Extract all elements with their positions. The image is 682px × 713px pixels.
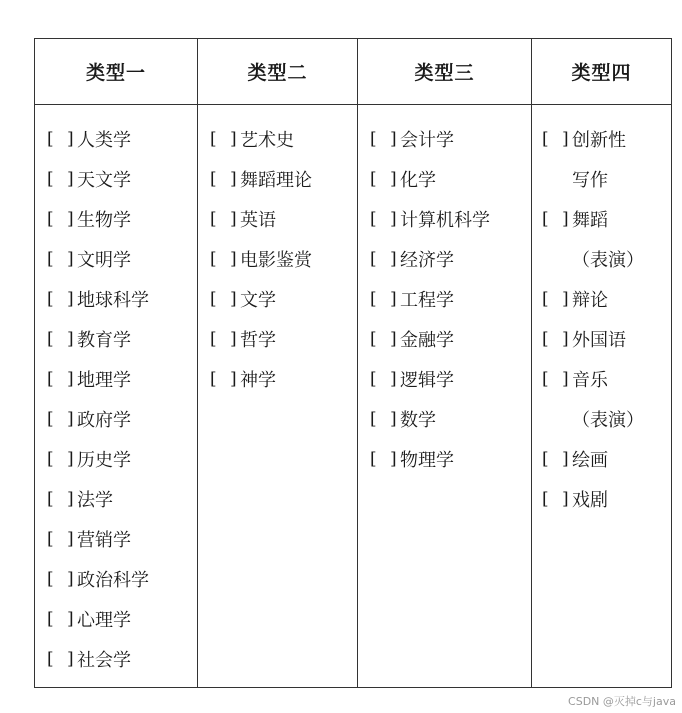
- subject-label: 政府学: [77, 410, 131, 431]
- column-header: 类型三: [358, 39, 531, 105]
- subject-item: [532, 439, 671, 479]
- subject-label: 物理学: [400, 450, 454, 471]
- checkbox-bracket[interactable]: [ ]: [370, 369, 401, 389]
- subject-item: [198, 159, 357, 199]
- checkbox-bracket[interactable]: [ ]: [370, 249, 401, 269]
- subject-label: 法学: [77, 490, 113, 511]
- column-header: 类型四: [532, 39, 671, 105]
- subject-label: 电影鉴赏: [240, 250, 312, 271]
- subject-item: [35, 639, 197, 679]
- subject-label: 天文学: [77, 170, 131, 191]
- subject-item: [358, 159, 531, 199]
- subject-label: 神学: [240, 370, 276, 391]
- watermark: CSDN @灭掉c与java: [568, 695, 676, 708]
- checkbox-bracket[interactable]: [ ]: [47, 369, 78, 389]
- subject-item: [35, 599, 197, 639]
- checkbox-bracket[interactable]: [ ]: [210, 289, 241, 309]
- subject-list: [358, 105, 531, 479]
- subject-item: [532, 199, 671, 239]
- column-header: 类型二: [198, 39, 357, 105]
- checkbox-bracket[interactable]: [ ]: [542, 369, 573, 389]
- subject-label: 营销学: [77, 530, 131, 551]
- subject-label-continuation: 写作: [572, 170, 608, 191]
- subject-item: [35, 159, 197, 199]
- subject-list: [198, 105, 357, 399]
- checkbox-bracket[interactable]: [ ]: [47, 409, 78, 429]
- subject-item: [35, 239, 197, 279]
- column-header: 类型一: [35, 39, 197, 105]
- subject-label: 地球科学: [77, 290, 149, 311]
- checkbox-bracket[interactable]: [ ]: [370, 289, 401, 309]
- subject-label: 工程学: [400, 290, 454, 311]
- subject-item: [35, 519, 197, 559]
- subject-label: 教育学: [77, 330, 131, 351]
- subject-label: 绘画: [572, 450, 608, 471]
- subject-label: 舞蹈: [572, 210, 608, 231]
- subject-item: [35, 199, 197, 239]
- subject-label: 经济学: [400, 250, 454, 271]
- subject-label: 心理学: [77, 610, 131, 631]
- subject-label: 英语: [240, 210, 276, 231]
- subject-item: [198, 239, 357, 279]
- checkbox-bracket[interactable]: [ ]: [542, 449, 573, 469]
- subject-list: [532, 105, 671, 519]
- subject-item: [198, 279, 357, 319]
- checkbox-bracket[interactable]: [ ]: [47, 609, 78, 629]
- subject-item: [198, 199, 357, 239]
- subject-label: 政治科学: [77, 570, 149, 591]
- subject-label: 金融学: [400, 330, 454, 351]
- checkbox-bracket[interactable]: [ ]: [47, 529, 78, 549]
- subject-label: 会计学: [400, 130, 454, 151]
- subject-item: [358, 399, 531, 439]
- subject-item: [358, 439, 531, 479]
- subject-label: 外国语: [572, 330, 626, 351]
- subject-label: 舞蹈理论: [240, 170, 312, 191]
- subject-item: [35, 559, 197, 599]
- subject-item: [532, 279, 671, 319]
- subject-item: [532, 119, 671, 159]
- subject-label-continuation: （表演）: [572, 410, 644, 431]
- checkbox-bracket[interactable]: [ ]: [210, 129, 241, 149]
- subject-item: [35, 399, 197, 439]
- column-type-1: [35, 39, 197, 687]
- subject-label: 人类学: [77, 130, 131, 151]
- checkbox-bracket[interactable]: [ ]: [47, 569, 78, 589]
- checkbox-bracket[interactable]: [ ]: [210, 329, 241, 349]
- checkbox-bracket[interactable]: [ ]: [47, 249, 78, 269]
- checkbox-bracket[interactable]: [ ]: [542, 129, 573, 149]
- checkbox-bracket[interactable]: [ ]: [370, 409, 401, 429]
- checkbox-bracket[interactable]: [ ]: [47, 209, 78, 229]
- subject-label: 化学: [400, 170, 436, 191]
- checkbox-bracket[interactable]: [ ]: [47, 129, 78, 149]
- checkbox-bracket[interactable]: [ ]: [370, 169, 401, 189]
- subject-item-continuation: [532, 159, 671, 199]
- subject-category-table: [34, 38, 672, 688]
- subject-label: 社会学: [77, 650, 131, 671]
- checkbox-bracket[interactable]: [ ]: [370, 449, 401, 469]
- subject-item: [35, 319, 197, 359]
- subject-item: [198, 319, 357, 359]
- subject-item: [358, 119, 531, 159]
- checkbox-bracket[interactable]: [ ]: [210, 169, 241, 189]
- subject-label: 创新性: [572, 130, 626, 151]
- checkbox-bracket[interactable]: [ ]: [542, 489, 573, 509]
- subject-item: [198, 359, 357, 399]
- subject-item: [358, 239, 531, 279]
- subject-item: [198, 119, 357, 159]
- subject-label-continuation: （表演）: [572, 250, 644, 271]
- checkbox-bracket[interactable]: [ ]: [210, 209, 241, 229]
- checkbox-bracket[interactable]: [ ]: [47, 489, 78, 509]
- column-type-4: [531, 39, 671, 687]
- checkbox-bracket[interactable]: [ ]: [542, 289, 573, 309]
- subject-list: [35, 105, 197, 679]
- checkbox-bracket[interactable]: [ ]: [47, 289, 78, 309]
- checkbox-bracket[interactable]: [ ]: [47, 649, 78, 669]
- subject-label: 辩论: [572, 290, 608, 311]
- checkbox-bracket[interactable]: [ ]: [370, 329, 401, 349]
- checkbox-bracket[interactable]: [ ]: [542, 329, 573, 349]
- checkbox-bracket[interactable]: [ ]: [542, 209, 573, 229]
- subject-item: [35, 119, 197, 159]
- column-type-2: [197, 39, 357, 687]
- subject-label: 哲学: [240, 330, 276, 351]
- subject-item: [35, 479, 197, 519]
- subject-label: 戏剧: [572, 490, 608, 511]
- column-type-3: [357, 39, 531, 687]
- subject-item: [358, 359, 531, 399]
- subject-item: [35, 279, 197, 319]
- subject-item: [358, 319, 531, 359]
- checkbox-bracket[interactable]: [ ]: [370, 209, 401, 229]
- checkbox-bracket[interactable]: [ ]: [47, 169, 78, 189]
- checkbox-bracket[interactable]: [ ]: [370, 129, 401, 149]
- subject-item-continuation: [532, 239, 671, 279]
- subject-item: [35, 359, 197, 399]
- subject-item-continuation: [532, 399, 671, 439]
- subject-label: 文学: [240, 290, 276, 311]
- subject-item: [358, 199, 531, 239]
- subject-label: 艺术史: [240, 130, 294, 151]
- subject-label: 历史学: [77, 450, 131, 471]
- subject-item: [532, 359, 671, 399]
- subject-label: 逻辑学: [400, 370, 454, 391]
- checkbox-bracket[interactable]: [ ]: [47, 329, 78, 349]
- subject-label: 文明学: [77, 250, 131, 271]
- subject-item: [532, 479, 671, 519]
- subject-label: 计算机科学: [400, 210, 490, 231]
- checkbox-bracket[interactable]: [ ]: [47, 449, 78, 469]
- checkbox-bracket[interactable]: [ ]: [210, 369, 241, 389]
- subject-label: 生物学: [77, 210, 131, 231]
- subject-label: 音乐: [572, 370, 608, 391]
- checkbox-bracket[interactable]: [ ]: [210, 249, 241, 269]
- subject-label: 数学: [400, 410, 436, 431]
- subject-label: 地理学: [77, 370, 131, 391]
- subject-item: [35, 439, 197, 479]
- subject-item: [358, 279, 531, 319]
- subject-item: [532, 319, 671, 359]
